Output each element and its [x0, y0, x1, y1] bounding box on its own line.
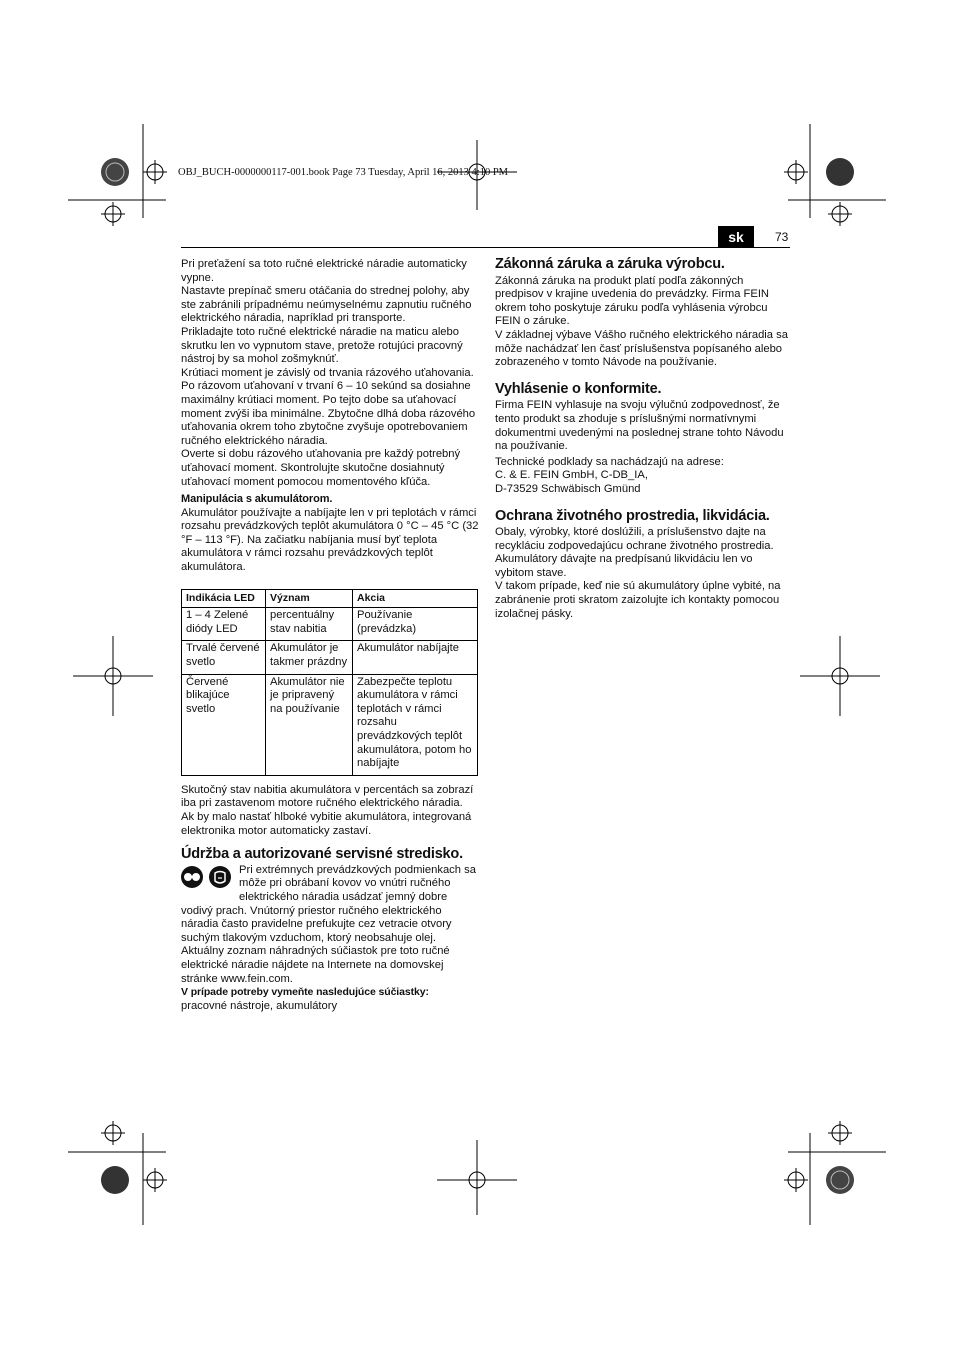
address-line: C. & E. FEIN GmbH, C-DB_IA,: [495, 469, 648, 482]
table-cell: 1 – 4 Zelené diódy LED: [182, 608, 266, 641]
paragraph: Prikladajte toto ručné elektrické náradie na maticu alebo skrutku len vo vypnutom stave, pretože rotujúci pracovný nástroj by sa mohol zošmyknúť.: [181, 325, 463, 366]
paragraph: V základnej výbave Vášho ručného elektrického náradia sa môže nachádzať len časť príslušenstva popísaného alebo zobrazeného v tomto Návode na používanie.: [495, 328, 788, 369]
page-number: 73: [775, 230, 789, 244]
paragraph: Skutočný stav nabitia akumulátora v percentách sa zobrazí iba pri zastavenom motore ručného elektrického náradia.: [181, 783, 474, 810]
table-cell: Akumulátor nabíjajte: [353, 641, 478, 674]
table-header: Indikácia LED: [182, 589, 266, 608]
table-row: [182, 674, 478, 775]
paragraph: V takom prípade, keď nie sú akumulátory úplne vybité, na zabránenie proti skratom zaizolujte ich kontakty pomocou izolačnej pásky.: [495, 580, 781, 620]
paragraph: Zákonná záruka na produkt platí podľa zákonných predpisov v krajine uvedenia do prevádzky. Firma FEIN okrem toho poskytuje záruku podľa vyhlásenia výrobcu FEIN o záruke.: [495, 274, 770, 328]
table-cell: Používanie (prevádzka): [353, 608, 478, 641]
parts-heading: V prípade potreby vymeňte nasledujúce súčiastky:: [181, 986, 429, 999]
paragraph: Akumulátory dávajte na predpísanú likvidáciu len vo vybitom stave.: [495, 553, 753, 579]
table-header: Akcia: [353, 589, 478, 608]
battery-heading: Manipulácia s akumulátorom.: [181, 493, 333, 506]
paragraph: Ak by malo nastať hlboké vybitie akumulátora, integrovaná elektronika motor automaticky zastaví.: [181, 810, 472, 837]
warranty-heading: Zákonná záruka a záruka výrobcu.: [495, 256, 725, 272]
led-table: [181, 589, 478, 776]
table-row: [182, 608, 478, 641]
paragraph: Nastavte prepínač smeru otáčania do strednej polohy, aby ste zabránili prípadnému neúmyselnému zapnutiu ručného elektrického náradia, napríklad pri transporte.: [181, 285, 472, 325]
left-column: [181, 258, 479, 1013]
language-badge: sk: [718, 226, 754, 248]
paragraph: Akumulátor používajte a nabíjajte len v pri teplotách v rámci rozsahu prevádzkových teplôt akumulátora 0 °C – 45 °C (32 °F – 113 °F). Na začiatku nabíjania musí byť teplota akumulátora v rámci rozsahu prevádzkových teplôt akumulátora.: [181, 506, 479, 574]
table-row: [182, 641, 478, 674]
paragraph: Firma FEIN vyhlasuje na svoju výlučnú zodpovednosť, že tento produkt sa zhoduje s príslušnými normatívnymi dokumentmi uvedenými na poslednej strane tohto Návodu na používanie.: [495, 399, 784, 453]
safety-icons: [181, 866, 235, 892]
paragraph: Technické podklady sa nachádzajú na adrese:: [495, 455, 724, 468]
environment-heading: Ochrana životného prostredia, likvidácia.: [495, 507, 770, 524]
service-heading: Údržba a autorizované servisné stredisko.: [181, 846, 463, 863]
paragraph: Pri preťažení sa toto ručné elektrické náradie automaticky vypne.: [181, 258, 467, 284]
right-column: [495, 258, 791, 621]
paragraph: Overte si dobu rázového uťahovania pre každý potrebný uťahovací moment. Skontrolujte skutočne dosiahnutý uťahovací moment pomocou momentového kľúča.: [181, 448, 461, 488]
header-rule: [181, 247, 790, 248]
table-cell: Zabezpečte teplotu akumulátora v rámci teplotách v rámci rozsahu prevádzkových teplôt akumulátora, potom ho nabíjajte: [353, 674, 478, 775]
paragraph: Obaly, výrobky, ktoré doslúžili, a príslušenstvo dajte na recykláciu zodpovedajúcu ochrane životného prostredia.: [495, 526, 774, 552]
paragraph: Krútiaci moment je závislý od trvania rázového uťahovania. Po rázovom uťahovaní v trvaní 6 – 10 sekúnd sa dosiahne maximálny krútiaci moment. Po tejto dobe sa uťahovací moment zvýši iba minimálne. Zbytočne dlhá doba rázového uťahovania okrem toho zbytočne zvyšuje opotrebovaniem ručného elektrického náradia.: [181, 366, 476, 447]
paragraph: pracovné nástroje, akumulátory: [181, 999, 338, 1012]
table-header: Význam: [266, 589, 353, 608]
table-cell: Akumulátor nie je pripravený na používanie: [266, 674, 353, 775]
table-cell: Trvalé červené svetlo: [182, 641, 266, 674]
table-cell: Červené blikajúce svetlo: [182, 674, 266, 775]
table-cell: Akumulátor je takmer prázdny: [266, 641, 353, 674]
table-cell: percentuálny stav nabitia: [266, 608, 353, 641]
paragraph: Aktuálny zoznam náhradných súčiastok pre toto ručné elektrické náradie nájdete na Internete na domovskej stránke www.fein.com.: [181, 945, 450, 985]
conformity-heading: Vyhlásenie o konformite.: [495, 380, 662, 397]
book-info: OBJ_BUCH-0000000117-001.book Page 73 Tuesday, April 16, 2013 4:10 PM: [178, 167, 508, 178]
goggles-icon: [181, 866, 203, 888]
dust-mask-icon: [209, 866, 231, 888]
paragraph: Pri extrémnych prevádzkových podmienkach sa môže pri obrábaní kovov vo vnútri ručného elektrického náradia usádzať jemný dobre vodivý prach. Vnútorný priestor ručného elektrického náradia často pravidelne prefukujte cez vetracie otvory suchým tlakovým vzduchom, ktorý neobsahuje olej.: [181, 863, 476, 944]
address-line: D-73529 Schwäbisch Gmünd: [495, 482, 641, 495]
